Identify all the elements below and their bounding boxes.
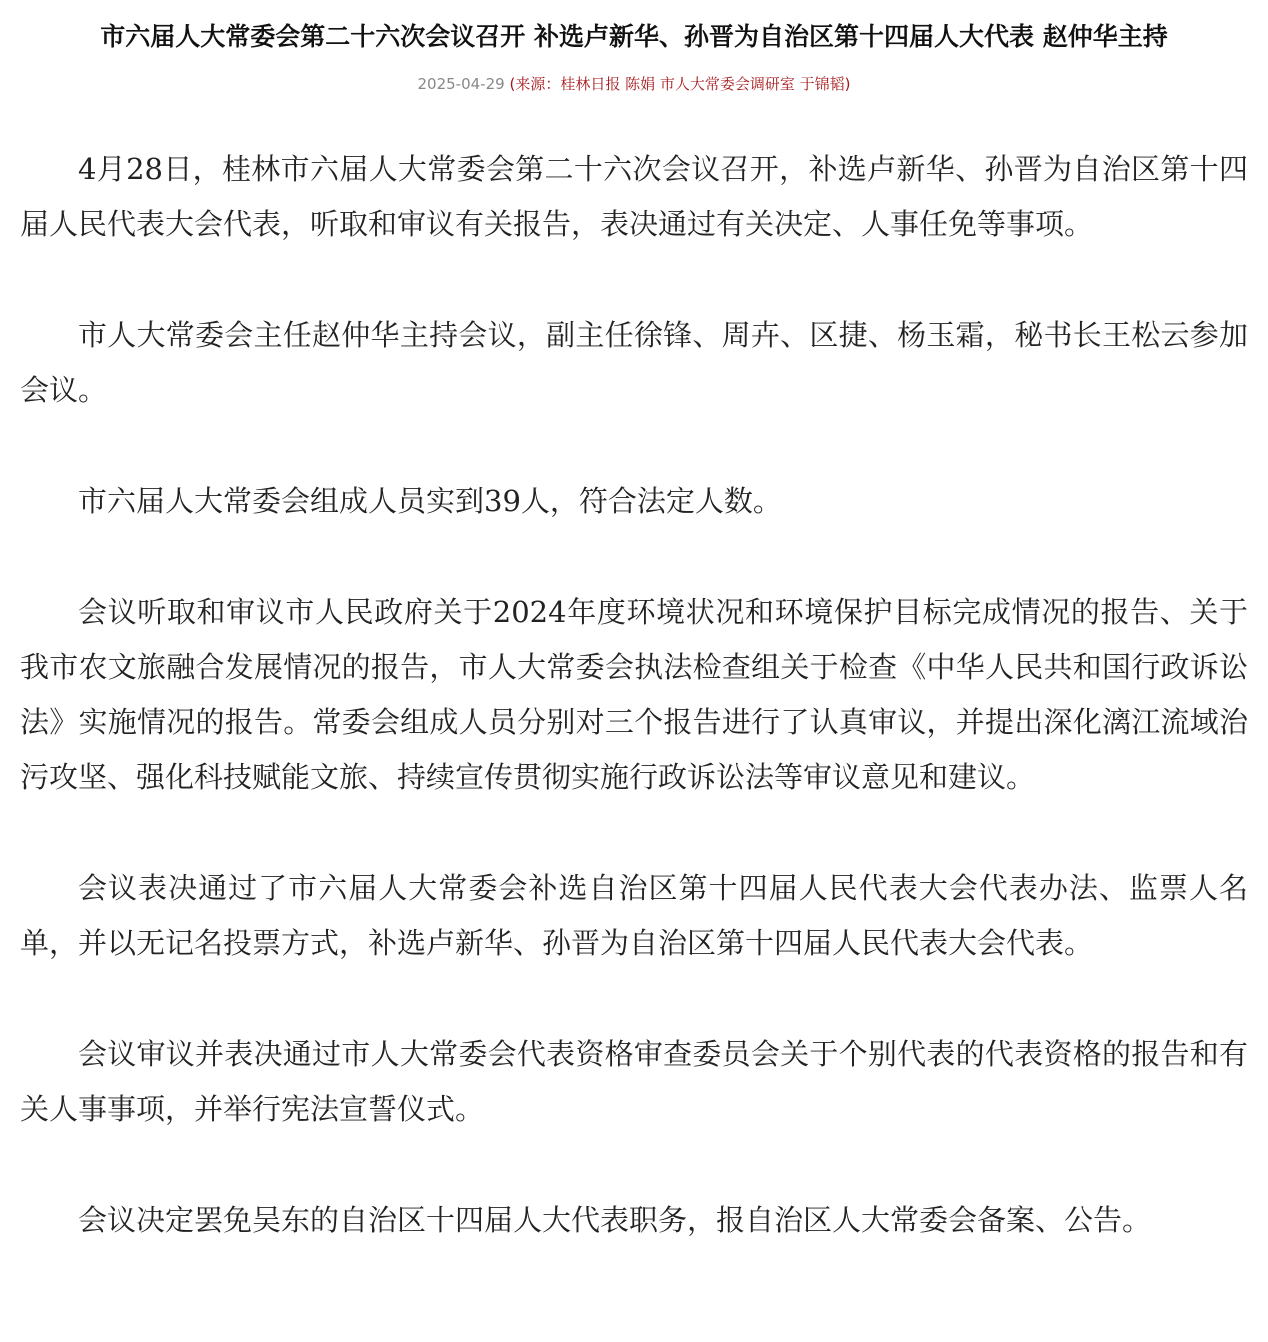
publish-date: 2025-04-29 <box>417 75 505 93</box>
article-source: 来源：桂林日报 陈娟 市人大常委会调研室 于锦韬 <box>515 75 845 93</box>
article-meta <box>20 72 1248 96</box>
article <box>20 0 1248 1248</box>
paragraph: 会议决定罢免吴东的自治区十四届人大代表职务，报自治区人大常委会备案、公告。 <box>78 1203 1152 1237</box>
source-close-paren: ) <box>844 75 851 93</box>
paragraph: 4月28日，桂林市六届人大常委会第二十六次会议召开，补选卢新华、孙晋为自治区第十四届人民代表大会代表，听取和审议有关报告，表决通过有关决定、人事任免等事项。 <box>20 152 1248 241</box>
paragraph: 会议审议并表决通过市人大常委会代表资格审查委员会关于个别代表的代表资格的报告和有关人事事项，并举行宪法宣誓仪式。 <box>20 1037 1248 1126</box>
paragraph: 市人大常委会主任赵仲华主持会议，副主任徐锋、周卉、区捷、杨玉霜，秘书长王松云参加会议。 <box>20 318 1248 407</box>
paragraph: 会议听取和审议市人民政府关于2024年度环境状况和环境保护目标完成情况的报告、关于我市农文旅融合发展情况的报告，市人大常委会执法检查组关于检查《中华人民共和国行政诉讼法》实施情况的报告。常委会组成人员分别对三个报告进行了认真审议，并提出深化漓江流域治污攻坚、强化科技赋能文旅、持续宣传贯彻实施行政诉讼法等审议意见和建议。 <box>20 595 1248 794</box>
paragraph: 会议表决通过了市六届人大常委会补选自治区第十四届人民代表大会代表办法、监票人名单，并以无记名投票方式，补选卢新华、孙晋为自治区第十四届人民代表大会代表。 <box>20 871 1248 960</box>
source-open-paren: ( <box>509 75 516 93</box>
article-title: 市六届人大常委会第二十六次会议召开 补选卢新华、孙晋为自治区第十四届人大代表 赵仲华主持 <box>100 22 1168 51</box>
paragraph: 市六届人大常委会组成人员实到39人，符合法定人数。 <box>78 484 782 518</box>
article-body <box>20 142 1248 1248</box>
